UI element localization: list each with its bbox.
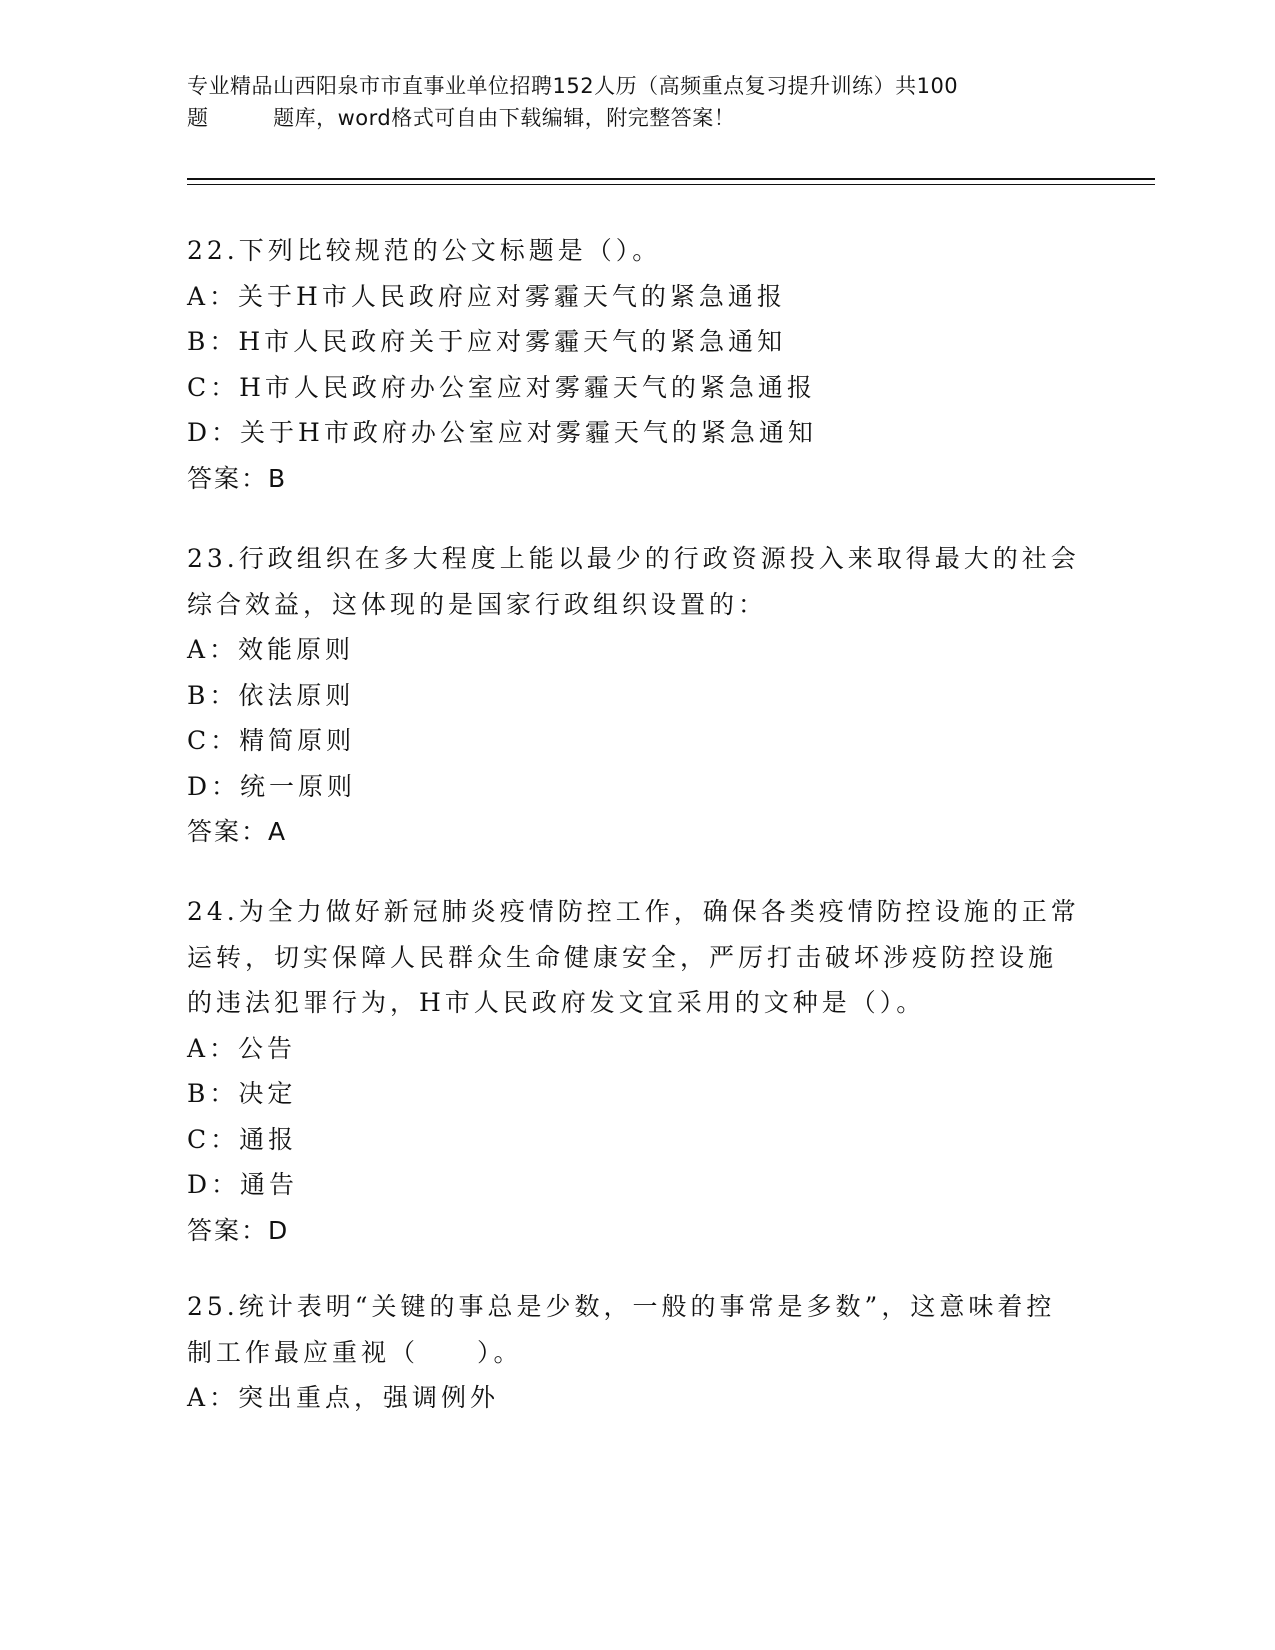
option-a: A：公告 <box>187 1033 297 1063</box>
option-c: C：通报 <box>187 1124 298 1154</box>
document-header <box>187 70 1087 134</box>
header-divider-thick <box>187 178 1155 180</box>
option-b: B：决定 <box>187 1079 297 1108</box>
option-a: A：关于H市人民政府应对雾霾天气的紧急通报 <box>187 281 786 311</box>
header-divider-thin <box>187 184 1155 185</box>
option-d: D：通告 <box>187 1170 299 1199</box>
option-a: A：突出重点，强调例外 <box>187 1383 500 1412</box>
option-b: B：H市人民政府关于应对雾霾天气的紧急通知 <box>187 327 787 356</box>
option-d: D：关于H市政府办公室应对雾霾天气的紧急通知 <box>187 418 817 447</box>
answer: 答案：A <box>187 817 288 846</box>
header-line-2: 题 题库，word格式可自由下载编辑，附完整答案！ <box>187 106 736 130</box>
option-b: B：依法原则 <box>187 680 355 710</box>
question-25 <box>187 1284 1087 1421</box>
question-stem: 运转，切实保障人民群众生命健康安全，严厉打击破坏涉疫防控设施 <box>187 942 1058 972</box>
question-stem: 制工作最应重视（ ）。 <box>187 1337 523 1367</box>
option-d: D：统一原则 <box>187 771 357 801</box>
question-22 <box>187 228 1087 501</box>
question-stem: 25.统计表明“关键的事总是少数，一般的事常是多数”，这意味着控 <box>187 1292 1056 1321</box>
question-stem: 的违法犯罪行为，H市人民政府发文宜采用的文种是（）。 <box>187 988 926 1017</box>
question-stem: 22.下列比较规范的公文标题是（）。 <box>187 236 662 265</box>
question-stem: 综合效益，这体现的是国家行政组织设置的： <box>187 589 768 619</box>
question-stem: 24.为全力做好新冠肺炎疫情防控工作，确保各类疫情防控设施的正常 <box>187 897 1080 926</box>
question-stem: 23.行政组织在多大程度上能以最少的行政资源投入来取得最大的社会 <box>187 544 1080 573</box>
option-c: C：H市人民政府办公室应对雾霾天气的紧急通报 <box>187 372 816 402</box>
option-c: C：精简原则 <box>187 726 356 755</box>
header-line-1: 专业精品山西阳泉市市直事业单位招聘152人历（高频重点复习提升训练）共100 <box>187 74 959 98</box>
question-23 <box>187 536 1087 855</box>
question-24 <box>187 889 1087 1253</box>
answer: 答案：D <box>187 1215 290 1245</box>
answer: 答案：B <box>187 463 288 493</box>
option-a: A：效能原则 <box>187 635 355 664</box>
